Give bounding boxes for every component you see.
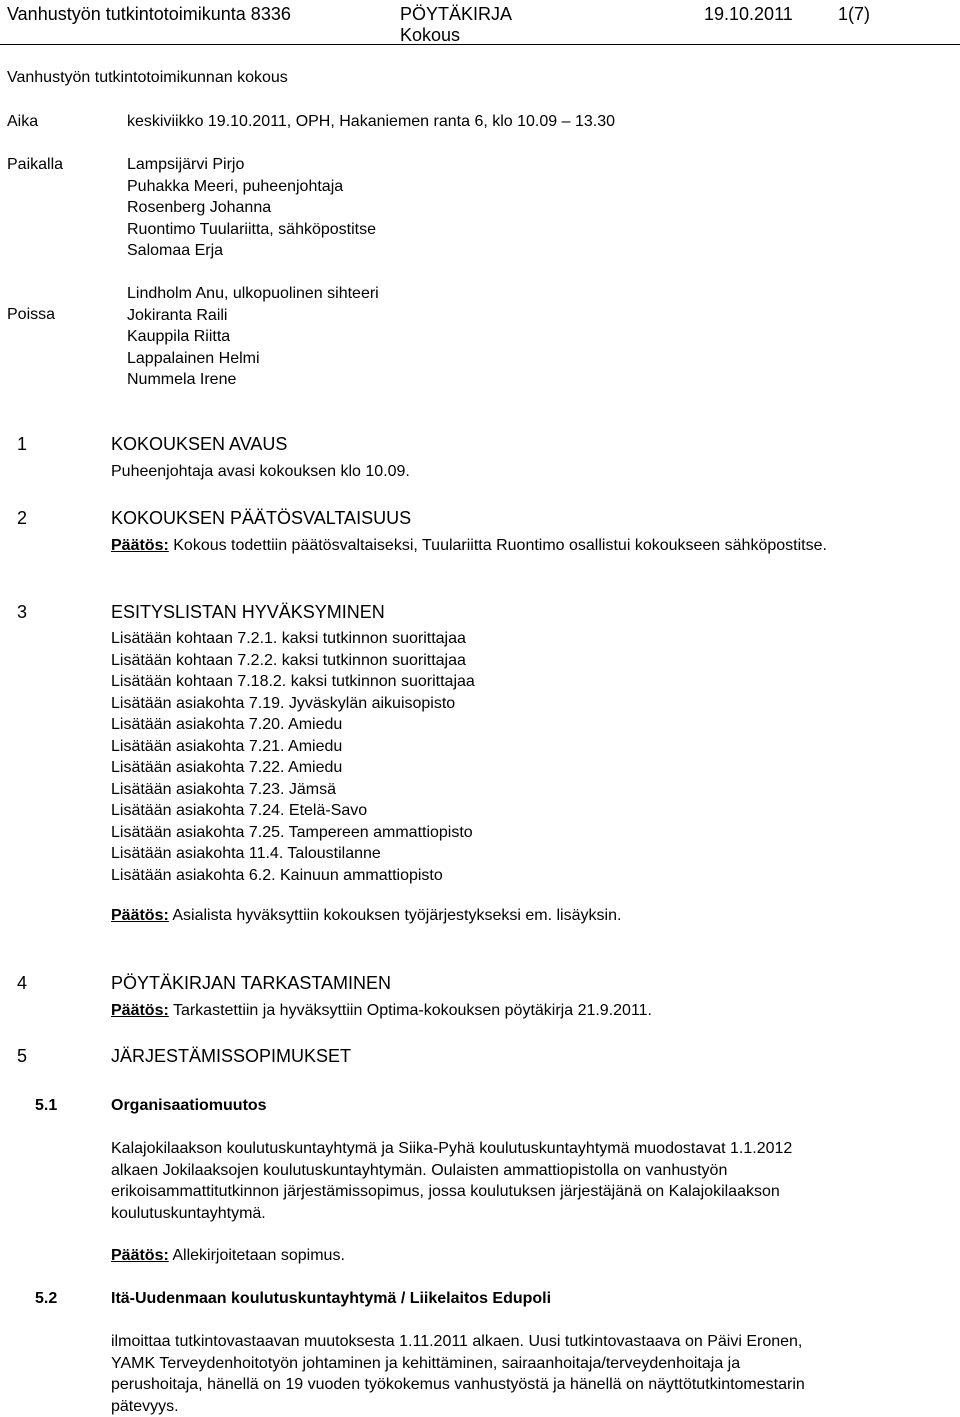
absent-member: Nummela Irene (127, 371, 237, 388)
decision-text: Allekirjoitetaan sopimus. (168, 1247, 345, 1264)
section-4-title: PÖYTÄKIRJAN TARKASTAMINEN (111, 973, 392, 993)
present-member: Rosenberg Johanna (127, 199, 272, 216)
decision-label: Päätös: (111, 537, 169, 554)
absent-member: Lappalainen Helmi (127, 349, 260, 367)
present-member: Lampsijärvi Pirjo (127, 156, 245, 173)
header-doc-subtype: Kokous (400, 25, 461, 45)
section-2-title: KOKOUKSEN PÄÄTÖSVALTAISUUS (111, 508, 412, 528)
decision-text: Kokous todettiin päätösvaltaiseksi, Tuulariitta Ruontimo osallistui kokoukseen sähköpostitse. (168, 537, 827, 554)
section-5-2-number: 5.2 (35, 1290, 58, 1307)
list-item: Lisätään asiakohta 7.25. Tampereen ammattiopisto (111, 823, 473, 841)
header-divider (0, 44, 960, 45)
section-3-number: 3 (17, 602, 28, 622)
decision-label: Päätös: (111, 1247, 169, 1264)
present-label: Paikalla (7, 156, 64, 173)
section-5-number: 5 (17, 1046, 28, 1066)
list-item: Lisätään asiakohta 7.19. Jyväskylän aikuisopisto (111, 694, 456, 712)
section-1-title: KOKOUKSEN AVAUS (111, 434, 288, 454)
present-member: Puhakka Meeri, puheenjohtaja (127, 177, 344, 195)
paragraph-line: erikoisammattitutkinnon järjestämissopimus, jossa koulutuksen järjestäjänä on Kalajokilaakson (111, 1183, 780, 1200)
present-member: Ruontimo Tuulariitta, sähköpostitse (127, 220, 377, 238)
section-5-2-title: Itä-Uudenmaan koulutuskuntayhtymä / Liikelaitos Edupoli (111, 1290, 552, 1307)
header-doc-type: PÖYTÄKIRJA (400, 4, 513, 24)
paragraph-line: alkaen Jokilaaksojen koulutuskuntayhtymän. Oulaisten ammattiopistolla on vanhustyön (111, 1161, 728, 1179)
paragraph-line: Kalajokilaakson koulutuskuntayhtymä ja Siika-Pyhä koulutuskuntayhtymä muodostavat 1.1.2012 (111, 1140, 793, 1157)
section-3-title: ESITYSLISTAN HYVÄKSYMINEN (111, 602, 385, 622)
section-5-2-body (111, 1331, 805, 1417)
section-5-1-title: Organisaatiomuutos (111, 1097, 267, 1114)
decision-text: Asialista hyväksyttiin kokouksen työjärjestykseksi em. lisäyksin. (168, 907, 622, 924)
section-5-title: JÄRJESTÄMISSOPIMUKSET (111, 1046, 352, 1066)
section-2-number: 2 (17, 508, 28, 528)
decision-text: Tarkastettiin ja hyväksyttiin Optima-kokouksen pöytäkirja 21.9.2011. (168, 1002, 652, 1019)
time-label: Aika (7, 113, 39, 130)
section-5-1-body (111, 1138, 792, 1224)
list-item: Lisätään kohtaan 7.18.2. kaksi tutkinnon suorittajaa (111, 673, 475, 690)
paragraph-line: pätevyys. (111, 1397, 179, 1415)
header-page-number: 1(7) (838, 4, 871, 24)
time-value: keskiviikko 19.10.2011, OPH, Hakaniemen ranta 6, klo 10.09 – 13.30 (127, 113, 615, 130)
section-4-decision (111, 1000, 652, 1022)
agenda-additions-list (111, 628, 475, 886)
absent-member: Kauppila Riitta (127, 328, 231, 345)
absent-list (127, 283, 379, 391)
list-item: Lisätään asiakohta 7.22. Amiedu (111, 759, 343, 776)
paragraph-line: koulutuskuntayhtymä. (111, 1204, 266, 1222)
header-organization: Vanhustyön tutkintotoimikunta 8336 (7, 4, 291, 24)
paragraph-line: YAMK Terveydenhoitotyön johtaminen ja kehittäminen, sairaanhoitaja/terveydenhoitaja ja (111, 1354, 741, 1372)
list-item: Lisätään asiakohta 7.24. Etelä-Savo (111, 802, 368, 819)
absent-label: Poissa (7, 306, 56, 323)
section-1-number: 1 (17, 434, 28, 454)
section-3-decision (111, 905, 621, 927)
section-5-1-decision (111, 1245, 345, 1267)
list-item: Lisätään kohtaan 7.2.1. kaksi tutkinnon suorittajaa (111, 630, 466, 647)
meeting-title: Vanhustyön tutkintotoimikunnan kokous (7, 69, 288, 86)
section-5-1-number: 5.1 (35, 1097, 58, 1114)
list-item: Lisätään kohtaan 7.2.2. kaksi tutkinnon suorittajaa (111, 651, 466, 669)
list-item: Lisätään asiakohta 11.4. Taloustilanne (111, 845, 381, 862)
list-item: Lisätään asiakohta 6.2. Kainuun ammattiopisto (111, 866, 443, 884)
section-4-number: 4 (17, 973, 28, 993)
list-item: Lisätään asiakohta 7.23. Jämsä (111, 780, 337, 798)
list-item: Lisätään asiakohta 7.21. Amiedu (111, 737, 343, 755)
absent-member: Jokiranta Raili (127, 306, 228, 324)
decision-label: Päätös: (111, 1002, 169, 1019)
absent-member: Lindholm Anu, ulkopuolinen sihteeri (127, 285, 379, 302)
decision-label: Päätös: (111, 907, 169, 924)
paragraph-line: ilmoittaa tutkintovastaavan muutoksesta 1.11.2011 alkaen. Uusi tutkintovastaava on Päivi Eronen, (111, 1333, 803, 1350)
section-2-decision (111, 535, 827, 557)
paragraph-line: perushoitaja, hänellä on 19 vuoden työkokemus vanhustyöstä ja hänellä on näyttötutkintomestarin (111, 1376, 805, 1393)
section-1-text: Puheenjohtaja avasi kokouksen klo 10.09. (111, 463, 410, 480)
header-date: 19.10.2011 (704, 4, 793, 24)
list-item: Lisätään asiakohta 7.20. Amiedu (111, 716, 343, 733)
present-list (127, 154, 376, 262)
present-member: Salomaa Erja (127, 242, 224, 259)
